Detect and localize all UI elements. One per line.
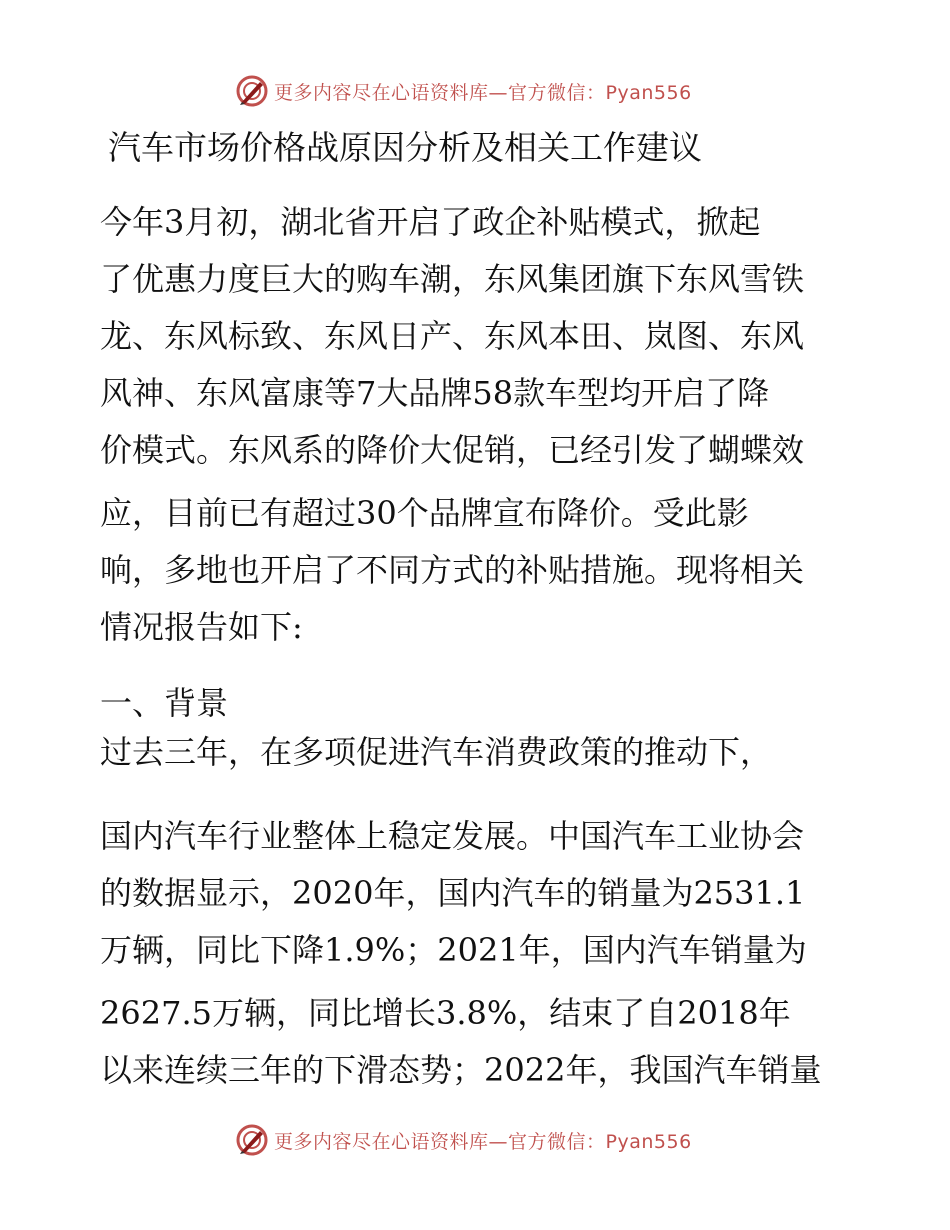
pen-logo-icon <box>236 75 268 107</box>
body-line: 龙、东风标致、东风日产、东风本田、岚图、东风 <box>100 317 805 355</box>
document-title: 汽车市场价格战原因分析及相关工作建议 <box>108 128 702 167</box>
footer-banner-text: 更多内容尽在心语资料库—官方微信：Pyan556 <box>274 1130 692 1153</box>
body-line: 万辆，同比下降1.9%；2021年，国内汽车销量为 <box>100 931 807 969</box>
body-line: 2627.5万辆，同比增长3.8%，结束了自2018年 <box>100 994 791 1032</box>
body-line: 的数据显示，2020年，国内汽车的销量为2531.1 <box>100 874 806 912</box>
body-line: 响，多地也开启了不同方式的补贴措施。现将相关 <box>100 551 805 589</box>
body-line: 了优惠力度巨大的购车潮，东风集团旗下东风雪铁 <box>100 260 805 298</box>
body-line: 应，目前已有超过30个品牌宣布降价。受此影 <box>100 494 749 532</box>
body-line: 以来连续三年的下滑态势；2022年，我国汽车销量 <box>100 1051 822 1089</box>
section-heading: 一、背景 <box>100 684 229 722</box>
body-line: 国内汽车行业整体上稳定发展。中国汽车工业协会 <box>100 817 805 855</box>
footer-banner <box>236 1123 692 1157</box>
body-line: 情况报告如下: <box>100 608 303 646</box>
body-line: 今年3月初，湖北省开启了政企补贴模式，掀起 <box>100 203 761 241</box>
header-banner-text: 更多内容尽在心语资料库—官方微信：Pyan556 <box>274 81 692 104</box>
body-line: 过去三年，在多项促进汽车消费政策的推动下， <box>100 733 773 771</box>
header-banner <box>236 74 692 108</box>
body-line: 风神、东风富康等7大品牌58款车型均开启了降 <box>100 374 770 412</box>
body-line: 价模式。东风系的降价大促销，已经引发了蝴蝶效 <box>100 431 805 469</box>
pen-logo-icon <box>236 1124 268 1156</box>
